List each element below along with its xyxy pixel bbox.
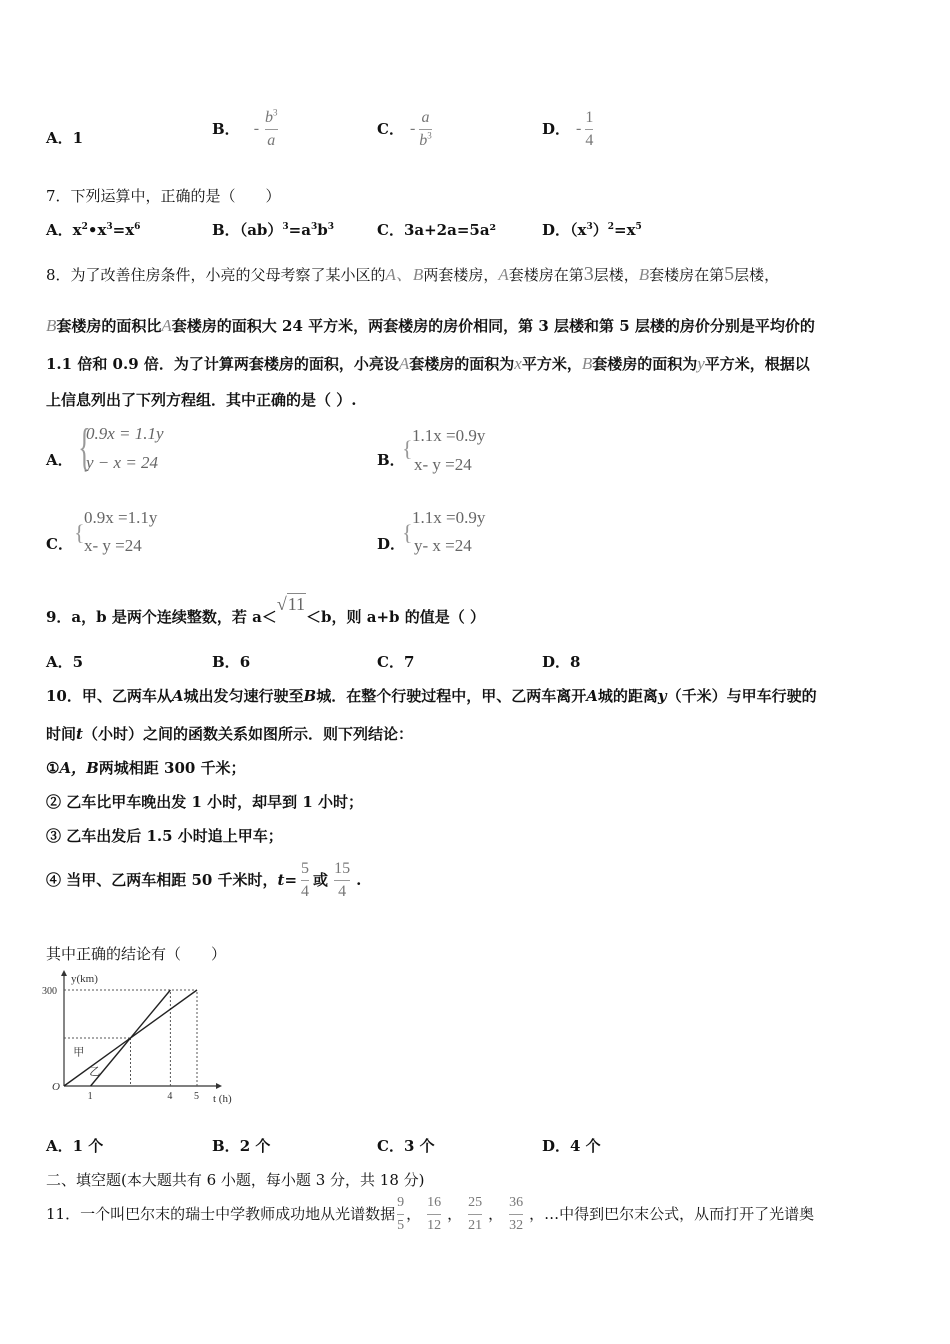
option-text: 5 — [72, 653, 84, 671]
circled-number: ① — [46, 759, 60, 777]
fraction — [265, 109, 278, 150]
option-text: 1 个 — [72, 1137, 104, 1155]
radical-icon: √ — [276, 594, 287, 614]
option-text: $x^2•x^3=x^6$ — [72, 221, 141, 239]
math-var: B — [581, 354, 593, 373]
q10-question: 其中正确的结论有（ ） — [46, 945, 227, 963]
text: 两套楼房， — [423, 266, 499, 284]
origin-label: O — [52, 1081, 60, 1093]
numerator: a — [421, 108, 430, 126]
q10-option-c — [377, 1136, 435, 1156]
text: 套楼房的面积为 — [409, 355, 515, 373]
math-var: y — [697, 354, 705, 373]
series-label-yi: 乙 — [89, 1064, 101, 1078]
option-label: D． — [542, 653, 571, 671]
y-axis-arrow-icon — [61, 970, 67, 976]
q10-conclusion-2: ② 乙车比甲车晚出发 1 小时，却早到 1 小时； — [46, 793, 363, 811]
fraction — [301, 860, 309, 901]
text: 平方米，根据以 — [704, 355, 810, 373]
option-label: A． — [46, 653, 73, 671]
q6-option-c — [377, 104, 432, 154]
text: 城．在整个行驶过程中，甲、乙两车离开 — [316, 687, 587, 705]
separator: ， — [406, 1205, 422, 1223]
separator: ， — [447, 1205, 463, 1223]
math-var: A — [398, 354, 410, 373]
option-text: 1 — [72, 129, 84, 147]
math-var: B — [46, 316, 57, 335]
q10-line-1 — [46, 686, 817, 706]
q9-option-c — [377, 652, 414, 672]
fraction — [585, 109, 593, 150]
brace-icon: { — [402, 520, 413, 545]
q6-option-b — [212, 104, 278, 154]
q8-d-equation-1: 1.1x =0.9y — [412, 508, 486, 527]
text: 套楼房的面积大 24 平方米，两套楼房的房价相同，第 3 层楼和第 5 层楼的房价分别是平均价的 — [171, 317, 815, 335]
fraction — [397, 1194, 404, 1235]
text: ＜b，则 a+b 的值是（ ） — [306, 608, 485, 626]
q7-option-c — [377, 220, 496, 240]
option-text: 4 个 — [570, 1137, 601, 1155]
q9-option-b — [212, 652, 250, 672]
text: 套楼房的面积为 — [592, 355, 698, 373]
option-text: 7 — [403, 653, 415, 671]
numerator: 9 — [397, 1194, 405, 1210]
math-num: 5 — [724, 263, 735, 285]
denominator: 12 — [427, 1217, 442, 1233]
fraction — [334, 860, 350, 901]
y-axis-label: y(km) — [71, 973, 98, 985]
numerator: 1 — [585, 108, 594, 126]
text: 两城相距 300 千米； — [98, 759, 246, 777]
option-text: 2 个 — [239, 1137, 271, 1155]
q8-option-a-label: A． — [46, 451, 73, 469]
radicand: 11 — [287, 594, 306, 614]
q8-line-3 — [46, 354, 810, 374]
distance-time-chart — [40, 968, 250, 1110]
math-var: A — [171, 687, 184, 705]
q10-line-2 — [46, 724, 413, 744]
option-label: B． — [212, 120, 240, 138]
text: 或 — [313, 871, 329, 889]
separator: ， — [488, 1205, 504, 1223]
text: 平方米， — [521, 355, 582, 373]
text: （千米）与甲车行驶的 — [666, 687, 817, 705]
denominator: 21 — [468, 1217, 483, 1233]
series-label-jia: 甲 — [73, 1045, 85, 1059]
text: 10．甲、乙两车从 — [46, 687, 172, 705]
x-tick-label: 5 — [194, 1091, 199, 1102]
text: 套楼房的面积比 — [56, 317, 162, 335]
brace-icon: { — [74, 520, 85, 545]
q7-option-a — [46, 220, 140, 240]
text: 城出发匀速行驶至 — [183, 687, 304, 705]
q8-a-equation-2: y − x = 24 — [86, 453, 159, 472]
minus-sign: - — [409, 120, 416, 137]
x-axis-label: t (h) — [213, 1093, 232, 1105]
q8-option-d-label: D． — [377, 535, 406, 553]
sqrt-expression — [277, 594, 306, 614]
text: 1.1 倍和 0.9 倍．为了计算两套楼房的面积，小亮设 — [46, 355, 399, 373]
q7-stem: 7．下列运算中，正确的是（ ） — [46, 187, 281, 205]
denominator: 4 — [301, 882, 310, 900]
text: 8．为了改善住房条件，小亮的父母考察了某小区的 — [46, 266, 386, 284]
option-label: B． — [212, 221, 240, 239]
q10-option-b — [212, 1136, 270, 1156]
option-label: D． — [542, 120, 571, 138]
math-var: A — [586, 687, 598, 705]
q10-option-d — [542, 1136, 601, 1156]
x-tick-label: 4 — [167, 1091, 173, 1102]
option-label: D． — [542, 221, 571, 239]
option-text: 6 — [239, 653, 251, 671]
q8-line-2 — [46, 316, 815, 336]
text: 层楼， — [734, 266, 780, 284]
exponent: 3 — [427, 130, 432, 141]
denominator: 5 — [397, 1217, 405, 1233]
text: 9．a，b 是两个连续整数，若 a＜ — [46, 608, 277, 626]
q8-a-equation-1: 0.9x = 1.1y — [86, 424, 164, 443]
math-var: y — [657, 687, 667, 705]
numerator: 5 — [301, 859, 310, 877]
math-var: A — [498, 265, 509, 284]
q10-conclusion-3: ③ 乙车出发后 1.5 小时追上甲车； — [46, 827, 283, 845]
math-num: 3 — [583, 263, 594, 285]
q11-line-1 — [46, 1192, 814, 1236]
q8-line-4: 上信息列出了下列方程组．其中正确的是（ ）. — [46, 391, 357, 409]
option-label: A． — [46, 221, 73, 239]
q8-d-equation-2: y- x =24 — [414, 536, 472, 555]
option-label: C． — [377, 653, 404, 671]
x-tick-label: 1 — [87, 1091, 93, 1102]
option-text: 3a+2a=5a² — [403, 221, 497, 239]
math-var: B — [638, 265, 650, 284]
q8-option-b-label: B． — [377, 451, 405, 469]
option-text: 8 — [570, 653, 581, 671]
denominator: 32 — [509, 1217, 524, 1233]
math-var: x — [514, 354, 522, 373]
option-text: $(x^3)^2=x^5$ — [570, 221, 642, 239]
text: 城的距离 — [597, 687, 658, 705]
q6-option-a — [46, 128, 83, 148]
numerator: 16 — [427, 1194, 442, 1210]
text: （小时）之间的函数关系如图所示．则下列结论： — [82, 725, 413, 743]
option-label: B． — [212, 1137, 240, 1155]
fraction — [468, 1194, 482, 1235]
denominator: 4 — [585, 131, 594, 149]
text: 套楼房在第 — [508, 266, 584, 284]
math-var: t= — [277, 871, 298, 889]
q6-option-d — [542, 104, 593, 154]
denominator: b — [419, 131, 428, 149]
q9-option-d — [542, 652, 580, 672]
numerator: 36 — [509, 1194, 524, 1210]
q10-conclusion-1 — [46, 758, 246, 778]
fraction — [427, 1194, 441, 1235]
text: 11．一个叫巴尔末的瑞士中学教师成功地从光谱数据 — [46, 1205, 396, 1223]
text: ④ 当甲、乙两车相距 50 千米时， — [46, 871, 278, 889]
numerator: 25 — [468, 1194, 483, 1210]
text: . — [356, 871, 362, 889]
x-axis-arrow-icon — [216, 1083, 222, 1089]
q7-option-d — [542, 220, 642, 240]
q9-option-a — [46, 652, 83, 672]
q10-option-a — [46, 1136, 103, 1156]
q8-c-equation-1: 0.9x =1.1y — [84, 508, 158, 527]
q8-line-1 — [46, 264, 779, 285]
text: 层楼， — [593, 266, 639, 284]
q8-c-equation-2: x- y =24 — [84, 536, 142, 555]
minus-sign: - — [576, 120, 582, 137]
q9-stem — [46, 594, 485, 627]
option-label: D． — [542, 1137, 571, 1155]
minus-sign: - — [253, 120, 260, 137]
option-text: $(ab)^3=a^3b^3$ — [239, 221, 334, 239]
q8-option-c-label: C． — [46, 535, 73, 553]
math-var: t — [76, 725, 83, 743]
denominator: 4 — [338, 882, 347, 900]
option-label: C． — [377, 120, 404, 138]
text: 时间 — [46, 725, 77, 743]
q8-b-equation-1: 1.1x =0.9y — [412, 426, 486, 445]
numerator: 15 — [334, 859, 351, 877]
option-label: C． — [377, 221, 404, 239]
option-label: C． — [377, 1137, 404, 1155]
math-var: B — [303, 687, 317, 705]
option-label: B． — [212, 653, 240, 671]
option-text: 3 个 — [403, 1137, 435, 1155]
y-tick-label: 300 — [42, 986, 57, 997]
q7-option-b — [212, 220, 334, 240]
q10-conclusion-4 — [46, 858, 361, 902]
brace-icon: { — [78, 419, 91, 476]
brace-icon: { — [402, 436, 413, 461]
numerator: b — [265, 108, 274, 126]
math-var: A、B — [385, 265, 424, 284]
q8-b-equation-2: x- y =24 — [414, 455, 472, 474]
option-label: A． — [46, 129, 73, 147]
math-var: A — [161, 316, 172, 335]
math-var: A，B — [59, 759, 99, 777]
fraction — [419, 109, 432, 150]
text: 套楼房在第 — [649, 266, 725, 284]
option-label: A． — [46, 1137, 73, 1155]
exponent: 3 — [273, 107, 278, 118]
section-title: 二、填空题(本大题共有 6 小题，每小题 3 分，共 18 分) — [46, 1171, 425, 1189]
text: ，…中得到巴尔末公式，从而打开了光谱奥 — [529, 1205, 815, 1223]
fraction — [509, 1194, 523, 1235]
denominator: a — [267, 131, 276, 149]
